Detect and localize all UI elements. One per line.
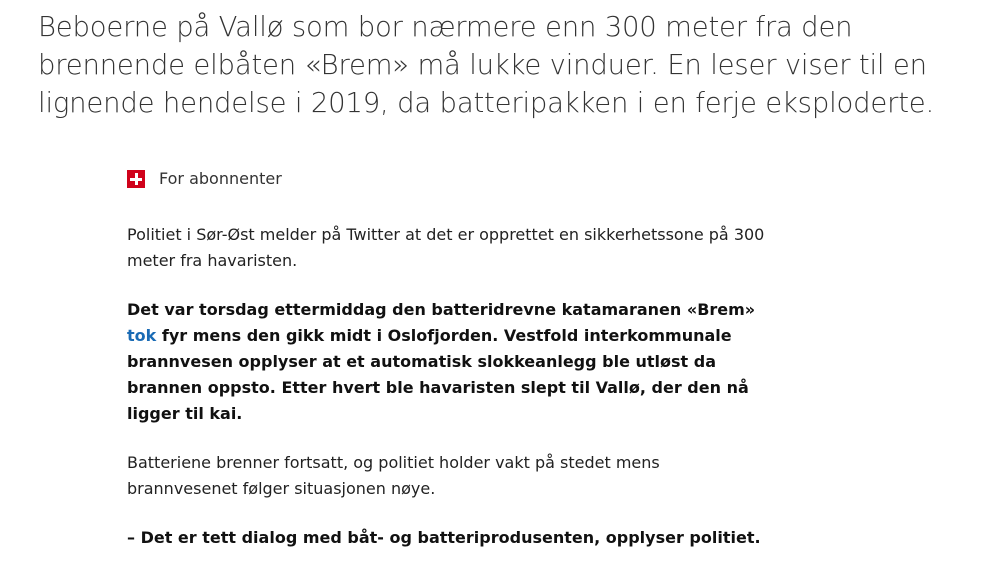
paragraph-1: Politiet i Sør-Øst melder på Twitter at det er opprettet en sikkerhetssone på 300 meter fra havaristen. (127, 225, 765, 270)
paragraph-3: Batteriene brenner fortsatt, og politiet holder vakt på stedet mens brannvesenet følger situasjonen nøye. (127, 453, 660, 498)
article-link-tok[interactable]: tok (127, 326, 157, 345)
paragraph-2 (127, 297, 767, 427)
plus-icon (127, 170, 145, 188)
paragraph-4-quote: – Det er tett dialog med båt- og batteriprodusenten, opplyser politiet. (127, 528, 761, 547)
article-lead: Beboerne på Vallø som bor nærmere enn 300 meter fra den brennende elbåten «Brem» må lukke vinduer. En leser viser til en lignende hendelse i 2019, da batteripakken i en ferje eksploderte. (38, 11, 935, 119)
subscriber-badge (127, 166, 767, 192)
paragraph-2-text-end: fyr mens den gikk midt i Oslofjorden. Vestfold interkommunale brannvesen opplyser at et automatisk slokkeanlegg ble utløst da brannen oppsto. Etter hvert ble havaristen slept til Vallø, der den nå ligger til kai. (127, 326, 749, 423)
article-body (127, 166, 767, 574)
subscriber-label: For abonnenter (159, 169, 282, 188)
paragraph-2-text-start: Det var torsdag ettermiddag den batteridrevne katamaranen «Brem» (127, 300, 756, 319)
